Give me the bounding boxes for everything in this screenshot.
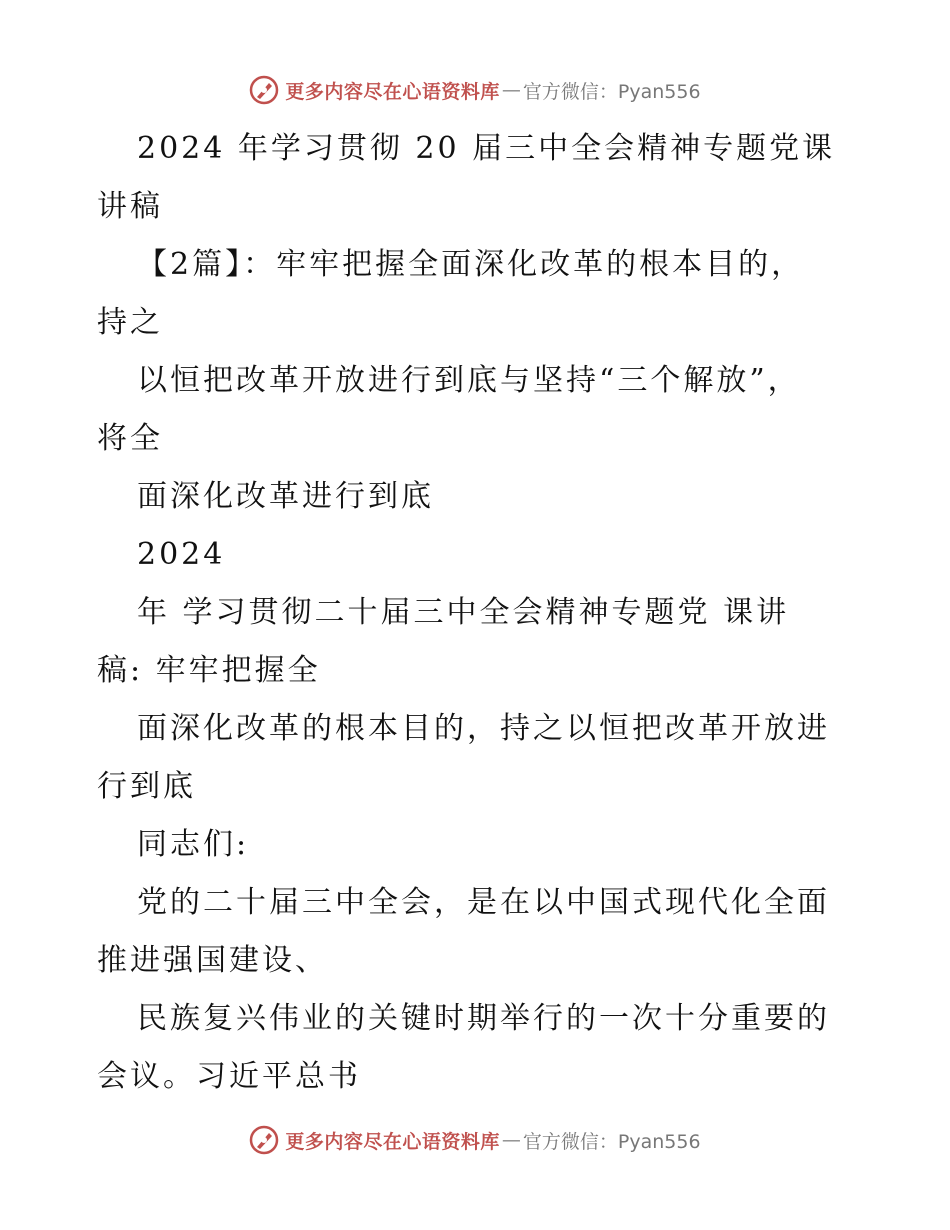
text-line: 2024 <box>137 537 226 572</box>
banner-separator: — <box>501 79 521 101</box>
text-line: 稿: 牢牢把握全 <box>97 653 321 688</box>
header-banner <box>0 70 950 110</box>
banner-title: 更多内容尽在心语资料库 <box>285 80 500 103</box>
text-line: 面深化改革进行到底 <box>137 479 434 514</box>
text-line: 推进强国建设、 <box>97 943 328 978</box>
banner-wechat: 官方微信：Pyan556 <box>522 80 701 103</box>
quill-logo-icon <box>249 1125 279 1155</box>
text-line: 行到底 <box>97 769 196 804</box>
text-line: 2024 年学习贯彻 20 届三中全会精神专题党课 <box>137 131 836 166</box>
banner-separator: — <box>501 1129 521 1151</box>
text-line: 民族复兴伟业的关键时期举行的一次十分重要的 <box>137 1001 830 1036</box>
text-line: 【2篇】：牢牢把握全面深化改革的根本目的， <box>137 247 805 282</box>
banner-wechat: 官方微信：Pyan556 <box>522 1130 701 1153</box>
quill-logo-icon <box>249 75 279 105</box>
banner-title: 更多内容尽在心语资料库 <box>285 1130 500 1153</box>
text-line: 讲稿 <box>97 189 163 224</box>
text-line: 会议。习近平总书 <box>97 1059 361 1094</box>
footer-banner <box>0 1120 950 1160</box>
text-line: 以恒把改革开放进行到底与坚持“三个解放”， <box>137 363 801 398</box>
text-line: 面深化改革的根本目的，持之以恒把改革开放进 <box>137 711 830 746</box>
text-line: 党的二十届三中全会，是在以中国式现代化全面 <box>137 885 830 920</box>
text-line: 年 学习贯彻二十届三中全会精神专题党 课讲 <box>137 595 790 630</box>
document-body <box>97 120 867 1106</box>
text-line: 持之 <box>97 305 163 340</box>
text-line: 同志们: <box>137 827 250 862</box>
text-line: 将全 <box>97 421 163 456</box>
